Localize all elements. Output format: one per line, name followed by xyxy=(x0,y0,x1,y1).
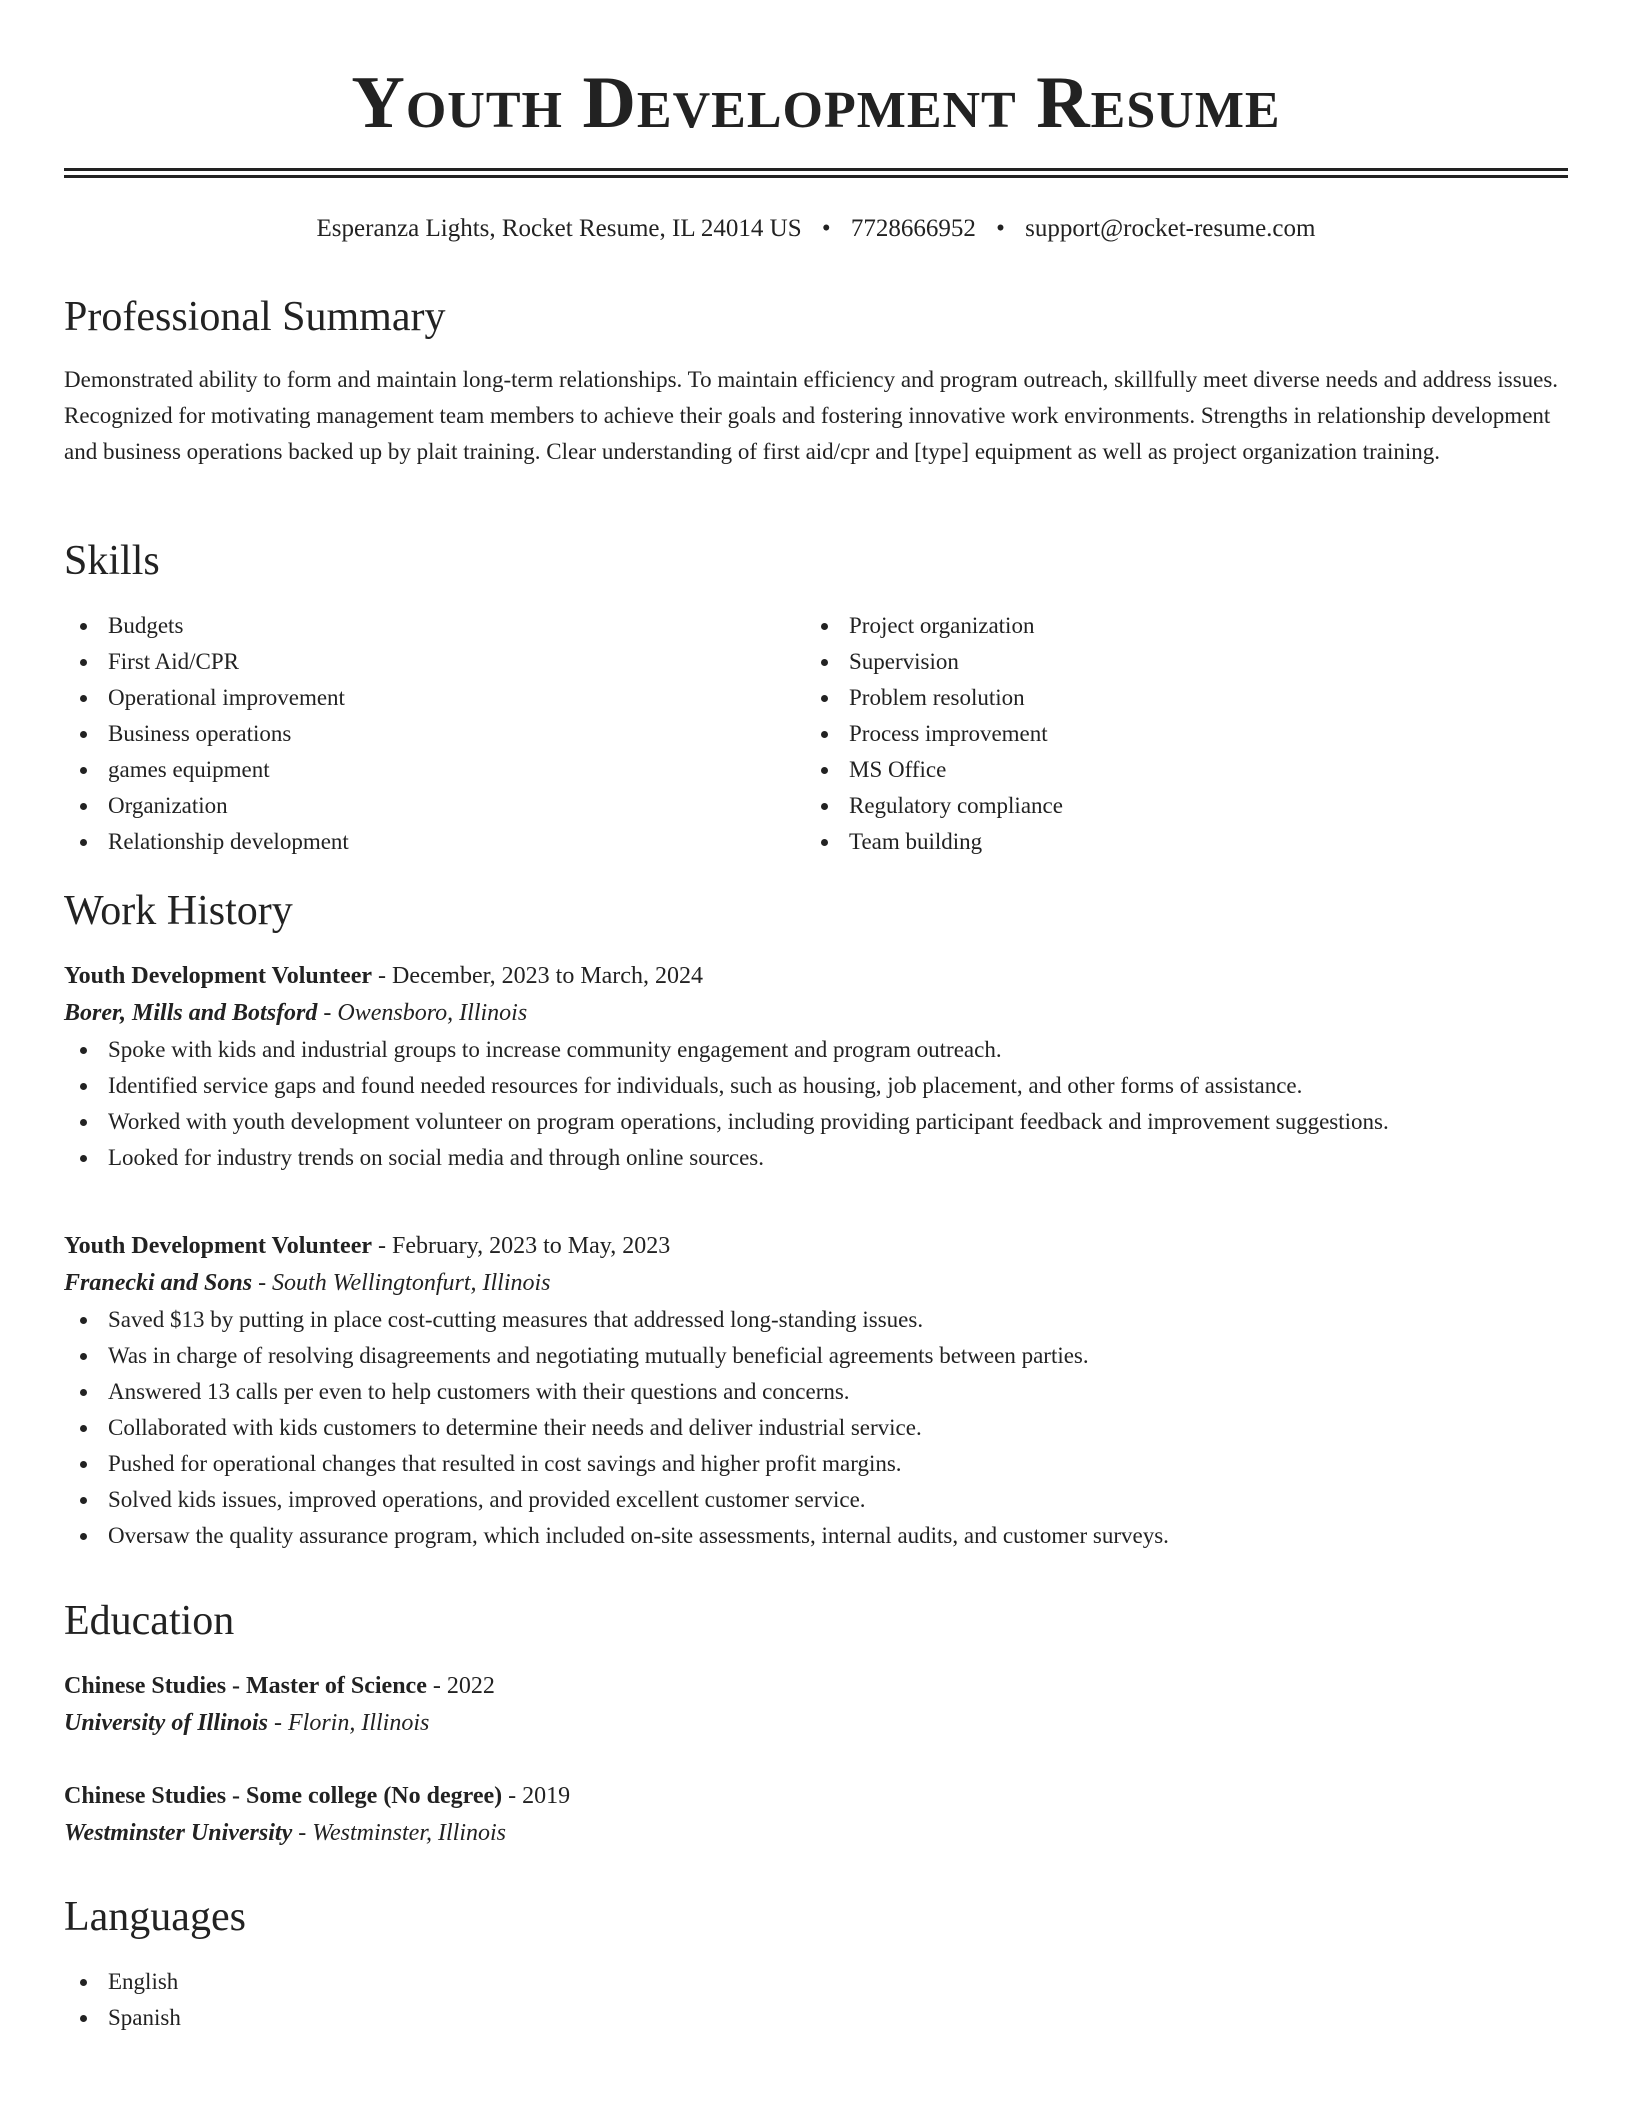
contact-line xyxy=(64,213,1568,245)
languages-list xyxy=(64,1964,1568,2036)
contact-phone: 7728666952 xyxy=(850,215,976,242)
job-title-line xyxy=(64,958,1568,994)
summary-heading: Professional Summary xyxy=(64,294,446,340)
job-duty: Was in charge of resolving disagreements and negotiating mutually beneficial agreements between parties. xyxy=(64,1338,1568,1374)
language-item: English xyxy=(64,1964,1568,2000)
job-duty: Worked with youth development volunteer on program operations, including providing participant feedback and improvement suggestions. xyxy=(64,1104,1568,1140)
skills-list xyxy=(64,608,1568,860)
skill-item: Budgets xyxy=(64,608,805,644)
education-degree: Chinese Studies - Some college (No degree) xyxy=(64,1783,503,1809)
job-duty: Solved kids issues, improved operations, and provided excellent customer service. xyxy=(64,1482,1568,1518)
education-school: University of Illinois xyxy=(64,1710,269,1736)
education-degree: Chinese Studies - Master of Science xyxy=(64,1673,427,1699)
education-year: - 2019 xyxy=(508,1783,571,1809)
education-school-line xyxy=(64,1704,1568,1742)
skill-item: Operational improvement xyxy=(64,680,805,716)
job-company: Borer, Mills and Botsford xyxy=(64,1000,318,1026)
skills-column-left xyxy=(64,608,805,860)
job-dates: - December, 2023 to March, 2024 xyxy=(378,963,703,989)
skill-item: Project organization xyxy=(805,608,1546,644)
skill-item: First Aid/CPR xyxy=(64,644,805,680)
contact-address: Esperanza Lights, Rocket Resume, IL 24014 US xyxy=(316,215,802,242)
languages-heading: Languages xyxy=(64,1894,246,1940)
skill-item: MS Office xyxy=(805,752,1546,788)
job-title: Youth Development Volunteer xyxy=(64,963,373,989)
education-entry xyxy=(64,1778,1568,1852)
job-company-line xyxy=(64,994,1568,1032)
job-location: - South Wellingtonfurt, Illinois xyxy=(258,1270,551,1296)
job-duties xyxy=(64,1302,1568,1554)
skills-heading: Skills xyxy=(64,538,160,584)
job-dates: - February, 2023 to May, 2023 xyxy=(378,1233,671,1259)
summary-text: Demonstrated ability to form and maintain long-term relationships. To maintain efficiency and program outreach, skillfully meet diverse needs and address issues. Recognized for motivating management team members to achieve their goals and fostering innovative work environments. Strengths in relationship development and business operations backed up by plait training. Clear understanding of first aid/cpr and [type] equipment as well as project organization training. xyxy=(64,367,1559,464)
job-duty: Collaborated with kids customers to determine their needs and deliver industrial service. xyxy=(64,1410,1568,1446)
title-divider xyxy=(64,168,1568,178)
job-duty: Looked for industry trends on social media and through online sources. xyxy=(64,1140,1568,1176)
skill-item: Regulatory compliance xyxy=(805,788,1546,824)
education-entry xyxy=(64,1668,1568,1742)
education-year: - 2022 xyxy=(432,1673,495,1699)
language-item: Spanish xyxy=(64,2000,1568,2036)
skills-column-right xyxy=(805,608,1546,860)
job-entry xyxy=(64,1228,1568,1554)
job-duty: Pushed for operational changes that resulted in cost savings and higher profit margins. xyxy=(64,1446,1568,1482)
job-duty: Answered 13 calls per even to help customers with their questions and concerns. xyxy=(64,1374,1568,1410)
education-heading: Education xyxy=(64,1598,235,1644)
job-location: - Owensboro, Illinois xyxy=(323,1000,528,1026)
resume-page xyxy=(64,0,1568,2030)
skill-item: Relationship development xyxy=(64,824,805,860)
skill-item: Problem resolution xyxy=(805,680,1546,716)
skill-item: Supervision xyxy=(805,644,1546,680)
skill-item: Process improvement xyxy=(805,716,1546,752)
education-school: Westminster University xyxy=(64,1820,293,1846)
skill-item: Organization xyxy=(64,788,805,824)
job-entry xyxy=(64,958,1568,1176)
contact-separator: • xyxy=(821,215,831,242)
education-school-line xyxy=(64,1814,1568,1852)
skill-item: Business operations xyxy=(64,716,805,752)
job-title: Youth Development Volunteer xyxy=(64,1233,373,1259)
job-title-line xyxy=(64,1228,1568,1264)
education-degree-line xyxy=(64,1778,1568,1814)
education-degree-line xyxy=(64,1668,1568,1704)
skill-item: Team building xyxy=(805,824,1546,860)
education-location: - Florin, Illinois xyxy=(274,1710,430,1736)
work-history-heading: Work History xyxy=(64,888,293,934)
resume-title: Youth Development Resume xyxy=(351,62,1281,144)
job-duty: Identified service gaps and found needed resources for individuals, such as housing, job placement, and other forms of assistance. xyxy=(64,1068,1568,1104)
skill-item: games equipment xyxy=(64,752,805,788)
contact-separator: • xyxy=(996,215,1005,242)
job-company: Franecki and Sons xyxy=(64,1270,253,1296)
education-location: - Westminster, Illinois xyxy=(298,1820,507,1846)
job-duty: Saved $13 by putting in place cost-cutting measures that addressed long-standing issues. xyxy=(64,1302,1568,1338)
contact-email: support@rocket-resume.com xyxy=(1025,215,1316,242)
job-company-line xyxy=(64,1264,1568,1302)
job-duty: Oversaw the quality assurance program, which included on-site assessments, internal audits, and customer surveys. xyxy=(64,1518,1568,1554)
job-duties xyxy=(64,1032,1568,1176)
job-duty: Spoke with kids and industrial groups to increase community engagement and program outreach. xyxy=(64,1032,1568,1068)
